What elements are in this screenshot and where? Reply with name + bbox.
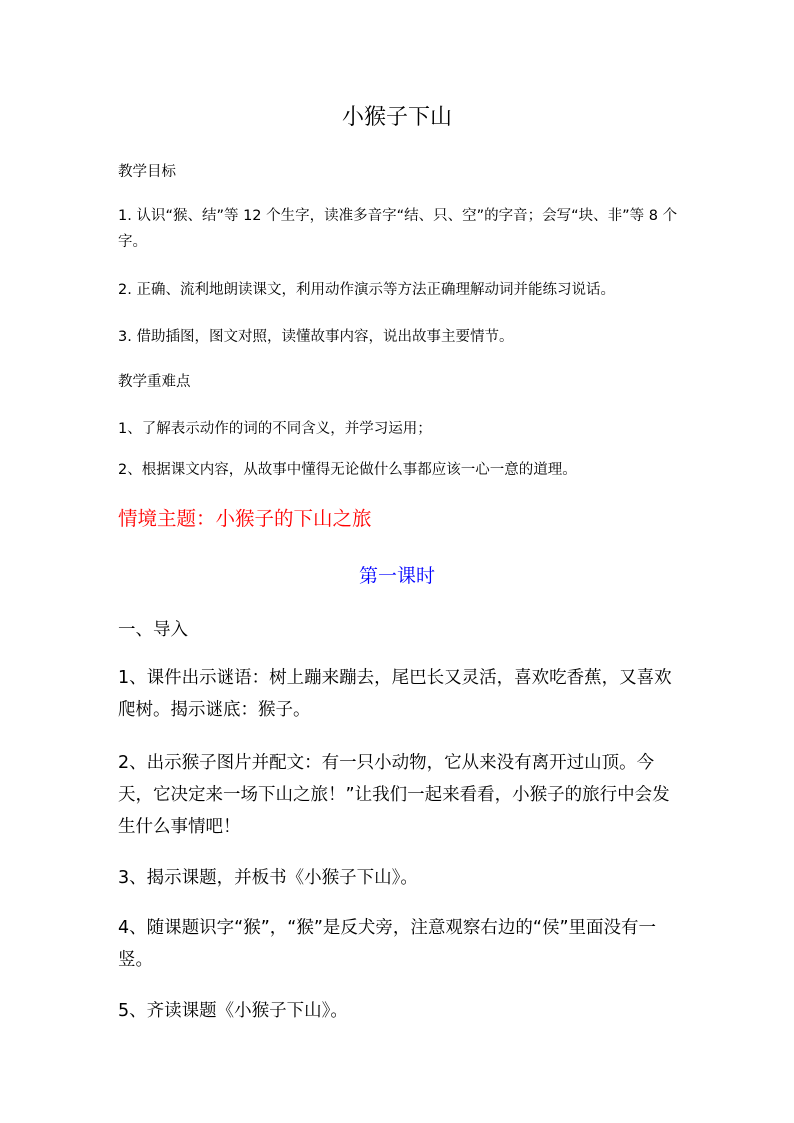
theme-heading: 情境主题：小猴子的下山之旅: [118, 507, 372, 530]
section-item-4: 4、随课题识字“猴”，“猴”是反犬旁，注意观察右边的“侯”里面没有一竖。: [118, 918, 657, 970]
section-item-5: 5、齐读课题《小猴子下山》。: [118, 1001, 348, 1021]
section-item-3: 3、揭示课题，并板书《小猴子下山》。: [118, 868, 418, 888]
objective-item-2: 2. 正确、流利地朗读课文，利用动作演示等方法正确理解动词并能练习说话。: [118, 282, 615, 298]
key-points-heading: 教学重难点: [118, 374, 191, 390]
key-point-item-2: 2、根据课文内容，从故事中懂得无论做什么事都应该一心一意的道理。: [118, 462, 577, 478]
section-heading: 一、导入: [118, 620, 188, 640]
page-title: 小猴子下山: [341, 105, 452, 130]
section-item-1: 1、课件出示谜语：树上蹦来蹦去，尾巴长又灵活，喜欢吃香蕉，又喜欢爬树。揭示谜底：猴子。: [118, 668, 672, 720]
key-point-item-1: 1、了解表示动作的词的不同含义，并学习运用；: [118, 421, 432, 437]
objectives-heading: 教学目标: [118, 164, 176, 180]
objective-item-1: 1. 认识“猴、结”等 12 个生字，读准多音字“结、只、空”的字音；会写“块、非”等 8 个字。: [118, 208, 678, 250]
objective-item-3: 3. 借助插图，图文对照，读懂故事内容，说出故事主要情节。: [118, 329, 514, 345]
section-item-2: 2、出示猴子图片并配文：有一只小动物，它从来没有离开过山顶。今天，它决定来一场下山之旅！”让我们一起来看看，小猴子的旅行中会发生什么事情吧！: [118, 753, 670, 837]
lesson-title: 第一课时: [358, 565, 435, 587]
